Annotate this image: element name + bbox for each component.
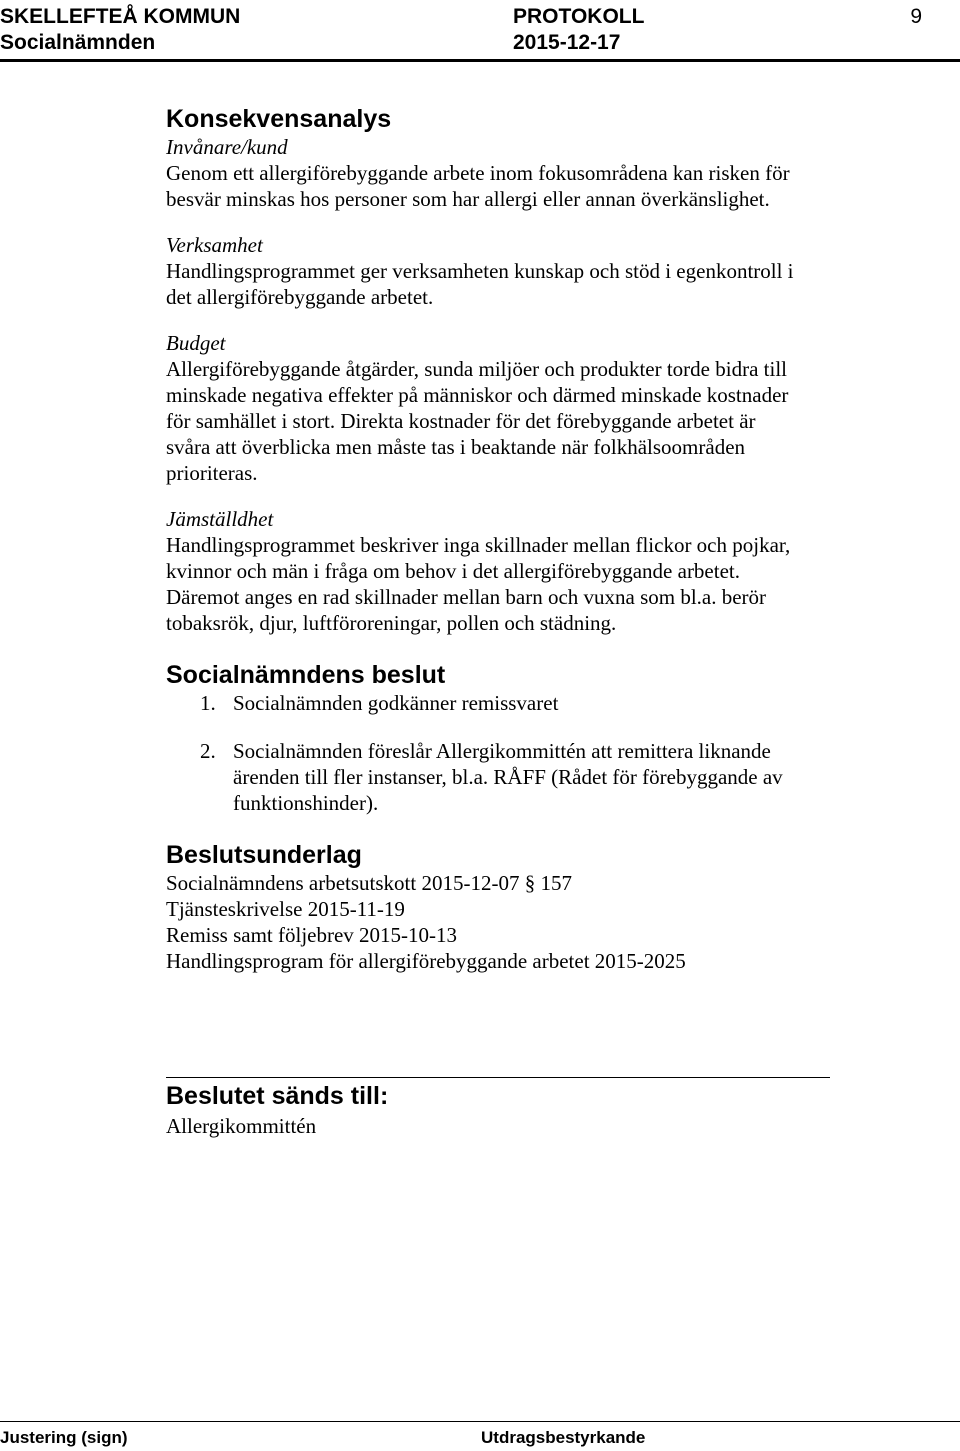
page-number: 9 bbox=[910, 5, 922, 28]
sands-till-heading: Beslutet sänds till: bbox=[166, 1082, 389, 1110]
underlag-line: Remiss samt följebrev 2015-10-13 bbox=[166, 923, 458, 947]
text-line: Socialnämnden godkänner remissvaret bbox=[233, 691, 559, 715]
text-line: ärenden till fler instanser, bl.a. RÅFF (Rådet för förebyggande av bbox=[233, 765, 783, 789]
section-invanare bbox=[166, 134, 856, 212]
decision-list bbox=[166, 690, 856, 816]
underlag-line: Socialnämndens arbetsutskott 2015-12-07 § 157 bbox=[166, 871, 572, 895]
text-line: funktionshinder). bbox=[233, 791, 379, 815]
text-line: Allergiförebyggande åtgärder, sunda miljöer och produkter torde bidra till bbox=[166, 357, 787, 381]
section-title: Jämställdhet bbox=[166, 507, 274, 531]
distribution-block bbox=[166, 1081, 856, 1139]
footer-justering: Justering (sign) bbox=[0, 1428, 128, 1447]
underlag-line: Tjänsteskrivelse 2015-11-19 bbox=[166, 897, 405, 921]
text-line: Handlingsprogrammet ger verksamheten kunskap och stöd i egenkontroll i bbox=[166, 259, 794, 283]
decision-number: 1. bbox=[200, 691, 216, 715]
text-line: för samhället i stort. Direkta kostnader för det förebyggande arbetet är bbox=[166, 409, 756, 433]
department: Socialnämnden bbox=[0, 31, 156, 54]
text-line: prioriteras. bbox=[166, 461, 258, 485]
text-line: det allergiförebyggande arbetet. bbox=[166, 285, 434, 309]
beslutsunderlag-heading: Beslutsunderlag bbox=[166, 841, 362, 869]
text-line: Handlingsprogrammet beskriver inga skillnader mellan flickor och pojkar, bbox=[166, 533, 791, 557]
text-line: Genom ett allergiförebyggande arbete inom fokusområdena kan risken för bbox=[166, 161, 790, 185]
section-budget bbox=[166, 330, 856, 486]
konsekvensanalys-heading: Konsekvensanalys bbox=[166, 105, 392, 133]
section-verksamhet bbox=[166, 232, 856, 310]
text-line: minskade negativa effekter på människor och därmed minskade kostnader bbox=[166, 383, 789, 407]
text-line: Däremot anges en rad skillnader mellan barn och vuxna som bl.a. berör bbox=[166, 585, 767, 609]
meeting-date: 2015-12-17 bbox=[513, 31, 621, 54]
section-jamstalldhet bbox=[166, 506, 856, 636]
decision-item bbox=[166, 690, 856, 716]
text-line: svåra att överblicka men måste tas i beaktande när folkhälsoområden bbox=[166, 435, 746, 459]
text-line: kvinnor och män i fråga om behov i det allergiförebyggande arbetet. bbox=[166, 559, 740, 583]
decision-number: 2. bbox=[200, 739, 216, 763]
footer-utdragsbestyrkande: Utdragsbestyrkande bbox=[481, 1428, 646, 1447]
beslut-heading: Socialnämndens beslut bbox=[166, 661, 446, 689]
decision-item bbox=[166, 738, 856, 816]
section-title: Invånare/kund bbox=[166, 135, 288, 159]
doc-type: PROTOKOLL bbox=[513, 5, 645, 28]
underlag-line: Handlingsprogram för allergiförebyggande arbetet 2015-2025 bbox=[166, 949, 686, 973]
footer-rule bbox=[0, 1421, 960, 1422]
org-name: SKELLEFTEÅ KOMMUN bbox=[0, 5, 241, 28]
protocol-body bbox=[166, 104, 856, 974]
recipient: Allergikommittén bbox=[166, 1114, 317, 1138]
header-rule bbox=[0, 59, 960, 62]
section-title: Budget bbox=[166, 331, 226, 355]
section-title: Verksamhet bbox=[166, 233, 263, 257]
text-line: besvär minskas hos personer som har allergi eller annan överkänslighet. bbox=[166, 187, 770, 211]
text-line: Socialnämnden föreslår Allergikommittén att remittera liknande bbox=[233, 739, 771, 763]
text-line: tobaksrök, djur, luftföroreningar, pollen och städning. bbox=[166, 611, 617, 635]
separator-line bbox=[166, 1077, 830, 1078]
